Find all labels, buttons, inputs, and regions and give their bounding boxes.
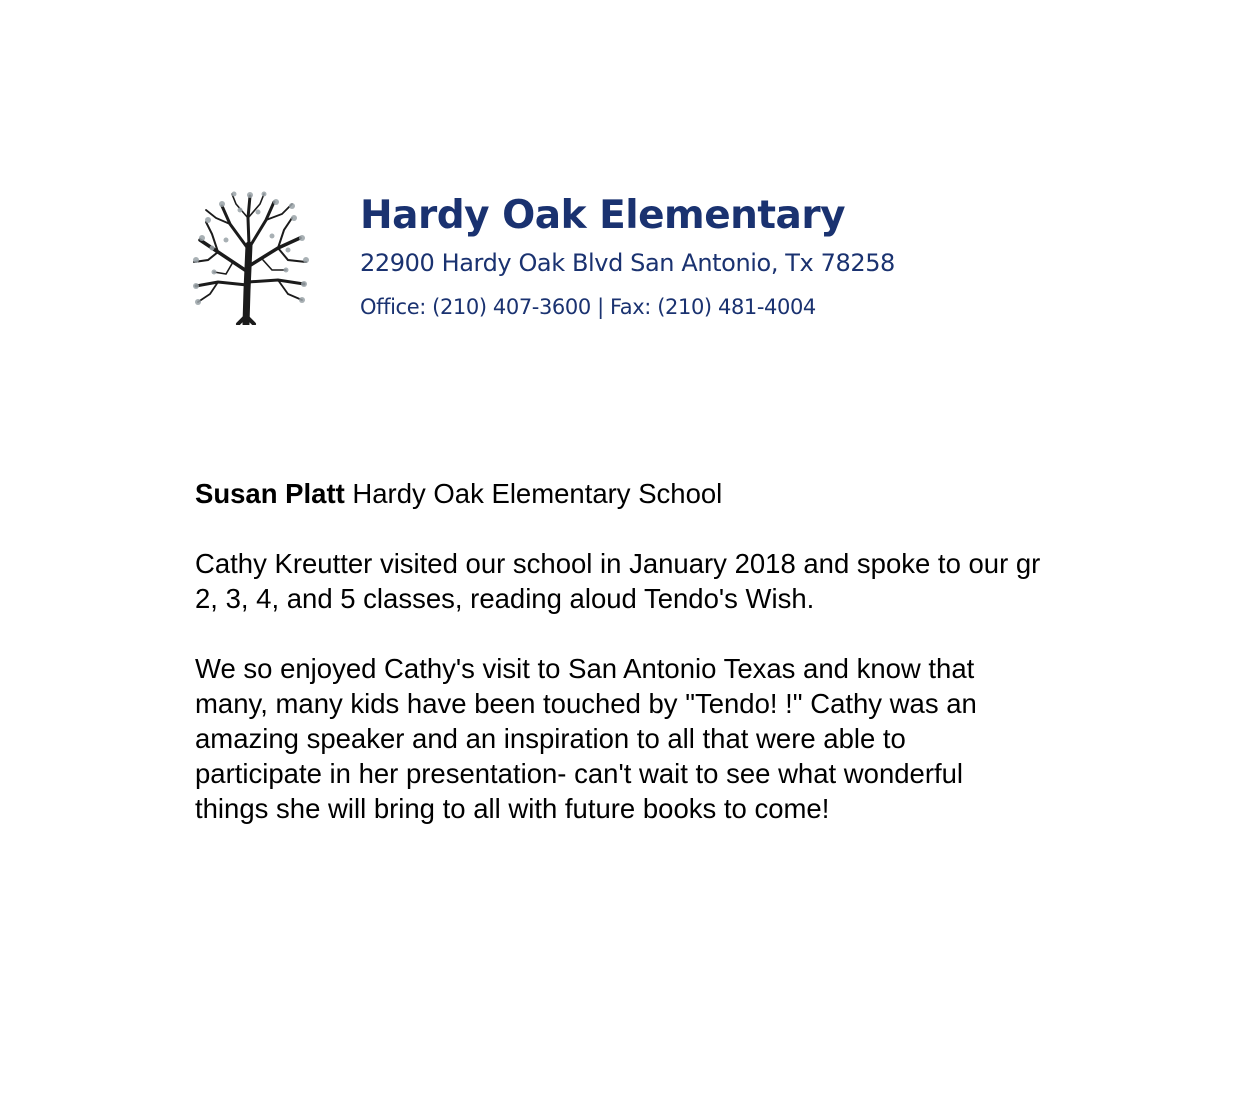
oak-tree-icon xyxy=(188,190,313,325)
testimonial-affiliation: Hardy Oak Elementary School xyxy=(352,478,723,509)
testimonial xyxy=(195,476,1115,861)
paragraph-line: many, many kids have been touched by "Tendo! !" Cathy was an xyxy=(195,688,977,719)
testimonial-byline xyxy=(195,476,1115,511)
school-address: 22900 Hardy Oak Blvd San Antonio, Tx 78258 xyxy=(360,249,895,277)
paragraph-line: Cathy Kreutter visited our school in January 2018 and spoke to our gr xyxy=(195,548,1041,579)
testimonial-paragraph-1 xyxy=(195,546,1115,616)
paragraph-line: participate in her presentation- can't wait to see what wonderful xyxy=(195,758,964,789)
paragraph-line: We so enjoyed Cathy's visit to San Antonio Texas and know that xyxy=(195,653,975,684)
letterhead xyxy=(188,190,948,330)
testimonial-paragraph-2 xyxy=(195,651,1115,826)
testimonial-author: Susan Platt xyxy=(195,478,345,509)
paragraph-line: amazing speaker and an inspiration to all that were able to xyxy=(195,723,906,754)
paragraph-line: things she will bring to all with future books to come! xyxy=(195,793,830,824)
school-name: Hardy Oak Elementary xyxy=(360,193,846,238)
school-contact: Office: (210) 407-3600 | Fax: (210) 481-4004 xyxy=(360,295,816,319)
paragraph-line: 2, 3, 4, and 5 classes, reading aloud Tendo's Wish. xyxy=(195,583,815,614)
